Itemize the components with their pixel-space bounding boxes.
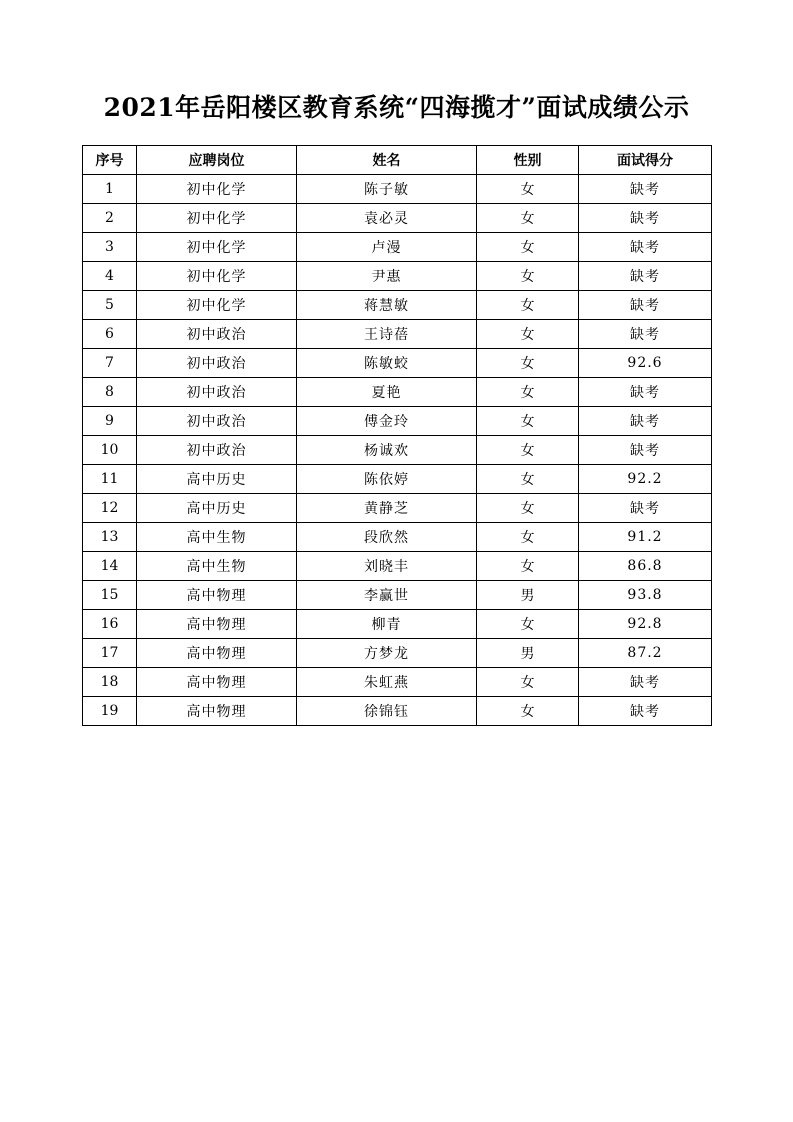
cell-index: 17 [83, 639, 137, 668]
cell-gender: 女 [477, 552, 579, 581]
cell-name: 柳青 [297, 610, 477, 639]
table-body [83, 175, 712, 726]
cell-name: 夏艳 [297, 378, 477, 407]
cell-score: 缺考 [579, 175, 712, 204]
cell-position: 高中物理 [137, 639, 297, 668]
cell-gender: 男 [477, 581, 579, 610]
cell-gender: 女 [477, 436, 579, 465]
cell-gender: 女 [477, 465, 579, 494]
cell-name: 蒋慧敏 [297, 291, 477, 320]
cell-name: 李赢世 [297, 581, 477, 610]
cell-index: 13 [83, 523, 137, 552]
cell-position: 高中生物 [137, 523, 297, 552]
cell-name: 陈敏蛟 [297, 349, 477, 378]
cell-score: 92.2 [579, 465, 712, 494]
cell-name: 王诗蓓 [297, 320, 477, 349]
cell-position: 初中政治 [137, 407, 297, 436]
cell-name: 卢漫 [297, 233, 477, 262]
cell-index: 16 [83, 610, 137, 639]
page-title: 2021年岳阳楼区教育系统“四海揽才”面试成绩公示 [103, 93, 690, 122]
cell-score: 缺考 [579, 291, 712, 320]
cell-index: 11 [83, 465, 137, 494]
header-gender: 性别 [477, 146, 579, 175]
header-position: 应聘岗位 [137, 146, 297, 175]
cell-score: 缺考 [579, 697, 712, 726]
table-row [83, 639, 712, 668]
cell-name: 傅金玲 [297, 407, 477, 436]
cell-score: 93.8 [579, 581, 712, 610]
table-row [83, 233, 712, 262]
cell-gender: 女 [477, 349, 579, 378]
table-row [83, 175, 712, 204]
cell-score: 87.2 [579, 639, 712, 668]
cell-index: 2 [83, 204, 137, 233]
cell-position: 初中化学 [137, 175, 297, 204]
cell-gender: 女 [477, 523, 579, 552]
cell-score: 缺考 [579, 436, 712, 465]
cell-index: 19 [83, 697, 137, 726]
table-row [83, 436, 712, 465]
cell-gender: 女 [477, 494, 579, 523]
cell-score: 92.6 [579, 349, 712, 378]
table-row [83, 697, 712, 726]
header-score: 面试得分 [579, 146, 712, 175]
table-row [83, 552, 712, 581]
header-index: 序号 [83, 146, 137, 175]
cell-index: 14 [83, 552, 137, 581]
cell-name: 徐锦钰 [297, 697, 477, 726]
table-row [83, 262, 712, 291]
cell-gender: 女 [477, 378, 579, 407]
cell-score: 缺考 [579, 668, 712, 697]
table-row [83, 581, 712, 610]
cell-name: 陈子敏 [297, 175, 477, 204]
cell-position: 高中物理 [137, 610, 297, 639]
cell-index: 4 [83, 262, 137, 291]
cell-gender: 女 [477, 320, 579, 349]
cell-position: 初中化学 [137, 204, 297, 233]
cell-name: 黄静芝 [297, 494, 477, 523]
score-table [82, 145, 712, 726]
cell-name: 尹惠 [297, 262, 477, 291]
table-row [83, 320, 712, 349]
cell-index: 8 [83, 378, 137, 407]
cell-gender: 女 [477, 407, 579, 436]
header-name: 姓名 [297, 146, 477, 175]
cell-position: 初中化学 [137, 233, 297, 262]
cell-score: 缺考 [579, 378, 712, 407]
cell-position: 初中政治 [137, 349, 297, 378]
cell-gender: 女 [477, 233, 579, 262]
cell-score: 91.2 [579, 523, 712, 552]
cell-position: 初中化学 [137, 291, 297, 320]
cell-index: 6 [83, 320, 137, 349]
table-row [83, 523, 712, 552]
table-row [83, 610, 712, 639]
cell-position: 高中物理 [137, 581, 297, 610]
cell-position: 高中物理 [137, 668, 297, 697]
cell-score: 缺考 [579, 233, 712, 262]
cell-gender: 男 [477, 639, 579, 668]
table-row [83, 407, 712, 436]
cell-score: 缺考 [579, 262, 712, 291]
cell-name: 方梦龙 [297, 639, 477, 668]
cell-gender: 女 [477, 668, 579, 697]
cell-position: 高中物理 [137, 697, 297, 726]
cell-score: 缺考 [579, 407, 712, 436]
cell-index: 5 [83, 291, 137, 320]
cell-position: 高中历史 [137, 465, 297, 494]
cell-score: 86.8 [579, 552, 712, 581]
table-row [83, 465, 712, 494]
cell-name: 朱虹燕 [297, 668, 477, 697]
table-header-row [83, 146, 712, 175]
cell-name: 段欣然 [297, 523, 477, 552]
cell-gender: 女 [477, 610, 579, 639]
cell-index: 1 [83, 175, 137, 204]
cell-name: 陈依婷 [297, 465, 477, 494]
cell-position: 初中政治 [137, 320, 297, 349]
cell-gender: 女 [477, 204, 579, 233]
table-row [83, 349, 712, 378]
cell-score: 缺考 [579, 204, 712, 233]
cell-gender: 女 [477, 262, 579, 291]
table-row [83, 204, 712, 233]
cell-gender: 女 [477, 697, 579, 726]
cell-index: 18 [83, 668, 137, 697]
cell-position: 高中历史 [137, 494, 297, 523]
cell-index: 3 [83, 233, 137, 262]
table-row [83, 378, 712, 407]
cell-name: 杨诚欢 [297, 436, 477, 465]
table-row [83, 668, 712, 697]
cell-score: 缺考 [579, 320, 712, 349]
cell-index: 7 [83, 349, 137, 378]
cell-gender: 女 [477, 291, 579, 320]
cell-position: 初中政治 [137, 436, 297, 465]
cell-position: 高中生物 [137, 552, 297, 581]
cell-index: 15 [83, 581, 137, 610]
cell-position: 初中化学 [137, 262, 297, 291]
table-row [83, 494, 712, 523]
cell-score: 92.8 [579, 610, 712, 639]
table-row [83, 291, 712, 320]
cell-index: 9 [83, 407, 137, 436]
cell-name: 袁必灵 [297, 204, 477, 233]
cell-gender: 女 [477, 175, 579, 204]
cell-index: 10 [83, 436, 137, 465]
cell-name: 刘晓丰 [297, 552, 477, 581]
cell-index: 12 [83, 494, 137, 523]
cell-score: 缺考 [579, 494, 712, 523]
cell-position: 初中政治 [137, 378, 297, 407]
